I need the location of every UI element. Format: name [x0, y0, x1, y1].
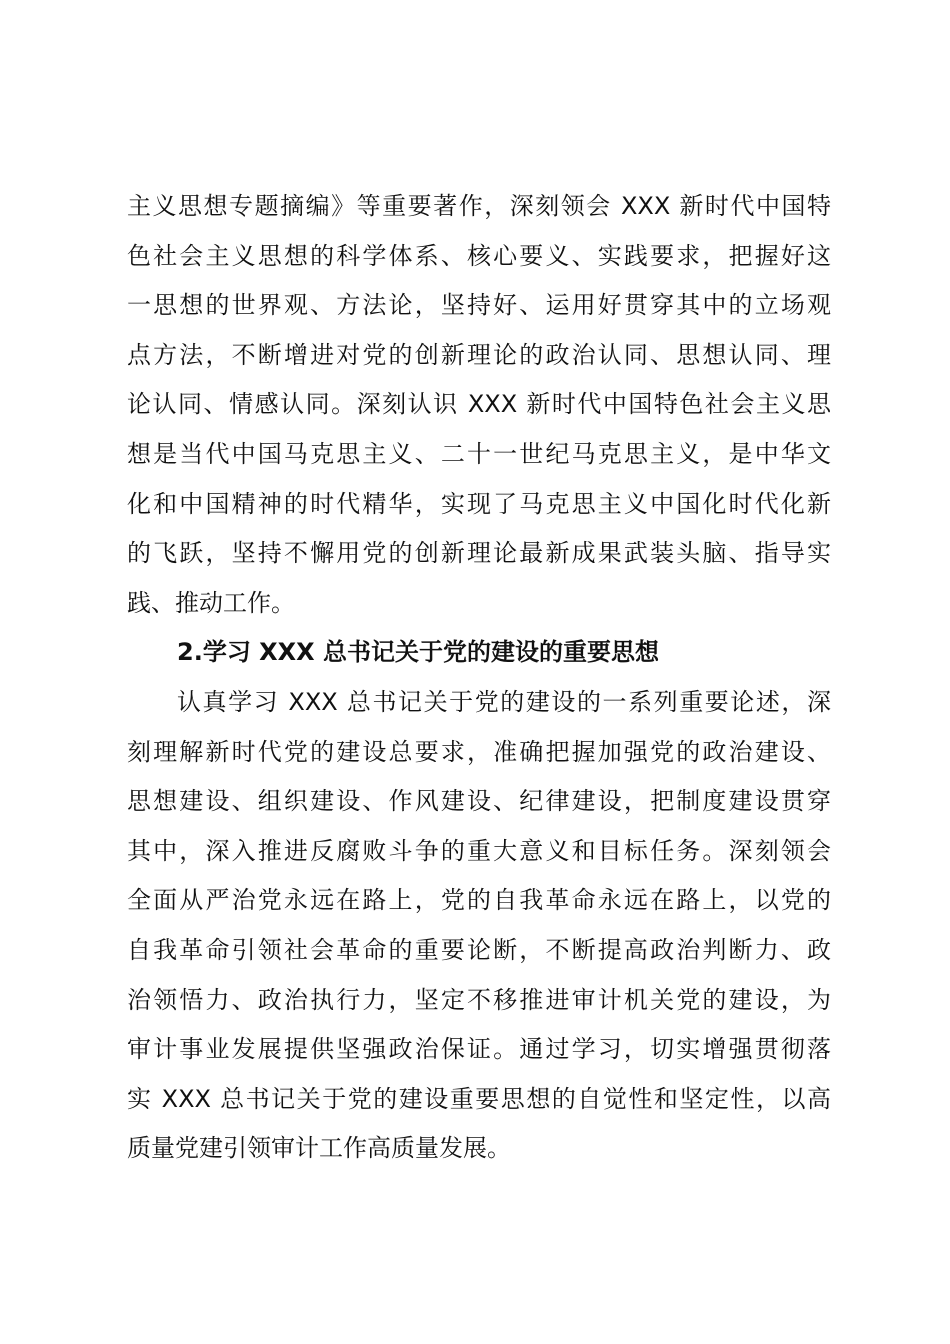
text-line: 化和中国精神的时代精华，实现了马克思主义中国化时代化新	[127, 489, 831, 518]
text-line: 认真学习 XXX 总书记关于党的建设的一系列重要论述，深	[177, 687, 831, 716]
text-line: 全面从严治党永远在路上，党的自我革命永远在路上，以党的	[127, 886, 831, 915]
text-line: 自我革命引领社会革命的重要论断，不断提高政治判断力、政	[127, 935, 831, 964]
paragraph-thought-study	[127, 182, 831, 628]
text-line: 思想建设、组织建设、作风建设、纪律建设，把制度建设贯穿	[127, 787, 831, 816]
text-line: 治领悟力、政治执行力，坚定不移推进审计机关党的建设，为	[127, 985, 831, 1014]
text-line: 其中，深入推进反腐败斗争的重大意义和目标任务。深刻领会	[127, 836, 831, 865]
text-line: 主义思想专题摘编》等重要著作，深刻领会 XXX 新时代中国特	[127, 192, 831, 220]
text-line: 刻理解新时代党的建设总要求，准确把握加强党的政治建设、	[127, 737, 831, 766]
text-line: 实 XXX 总书记关于党的建设重要思想的自觉性和坚定性，以高	[127, 1084, 831, 1113]
text-line: 一思想的世界观、方法论，坚持好、运用好贯穿其中的立场观	[127, 291, 831, 320]
text-line: 的飞跃，坚持不懈用党的创新理论最新成果武装头脑、指导实	[127, 539, 831, 568]
text-line: 点方法，不断增进对党的创新理论的政治认同、思想认同、理	[127, 340, 831, 369]
document-body	[127, 182, 831, 1174]
text-line: 质量党建引领审计工作高质量发展。	[127, 1134, 511, 1163]
text-line: 色社会主义思想的科学体系、核心要义、实践要求，把握好这	[127, 241, 831, 270]
text-line: 想是当代中国马克思主义、二十一世纪马克思主义，是中华文	[127, 439, 831, 468]
text-line: 审计事业发展提供坚强政治保证。通过学习，切实增强贯彻落	[127, 1035, 831, 1064]
paragraph-party-building	[127, 678, 831, 1174]
section-heading: 2.学习 XXX 总书记关于党的建设的重要思想	[177, 638, 660, 667]
text-line: 践、推动工作。	[127, 588, 295, 617]
text-line: 论认同、情感认同。深刻认识 XXX 新时代中国特色社会主义思	[127, 390, 831, 419]
